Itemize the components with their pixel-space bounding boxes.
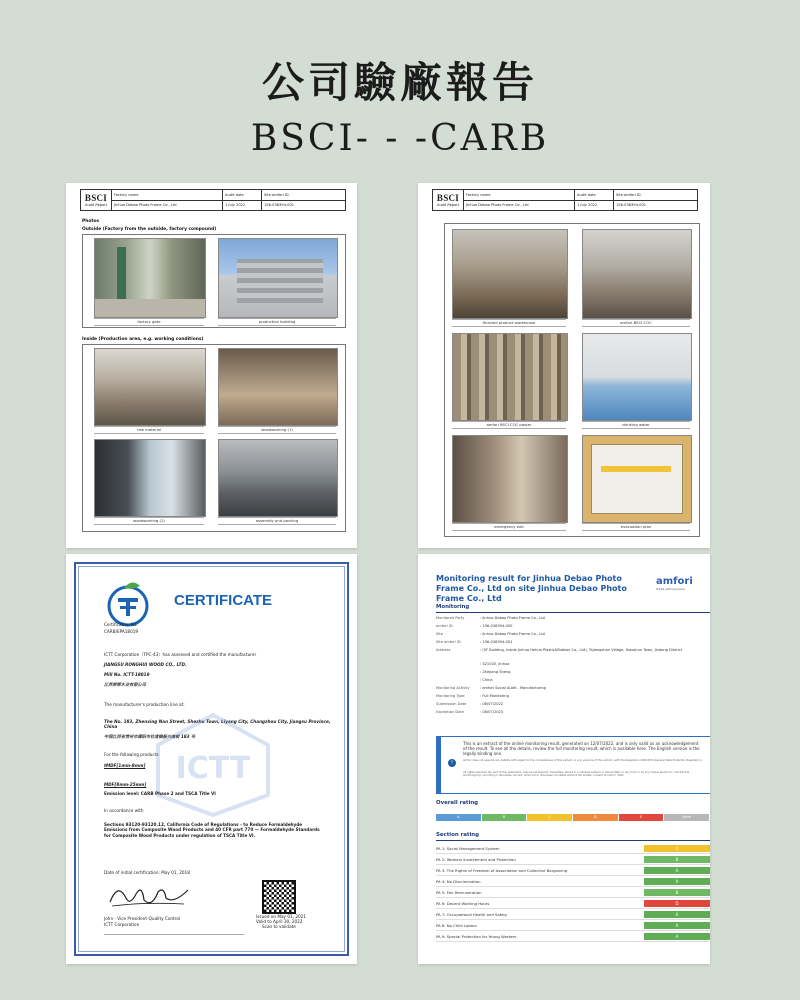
section-rating-grade: A: [644, 867, 710, 874]
section-rating-row: [436, 921, 710, 931]
section-rating-label: PA 4: No Discrimination: [436, 879, 481, 884]
photo-woodworking-1: [218, 348, 338, 426]
site-id: 156-038394-001: [264, 203, 295, 208]
photo-production-building: [218, 238, 338, 318]
section-rating-label: PA 8: No Child Labour: [436, 923, 478, 928]
cert-no-label: Certification No:: [104, 622, 138, 627]
section-rating-heading: Section rating: [436, 832, 479, 838]
photo-finished-warehouse: [452, 229, 568, 319]
overall-rating-heading: Overall rating: [436, 800, 479, 806]
product-1: tMDF[1mm-8mm]: [104, 763, 146, 768]
section-rating-row: [436, 899, 710, 909]
audit-date: 1 July 2022: [225, 203, 246, 208]
monitoring-row-value: : Full Monitoring: [480, 694, 509, 698]
monitoring-row-value: : 08/07/2022: [480, 702, 504, 706]
cert-no: CARB/EPA18019: [104, 629, 139, 634]
caption-drinking-water: drinking water: [582, 421, 690, 429]
section-rating-row: [436, 866, 710, 876]
factory-name-label-2: Factory name: [464, 190, 574, 201]
section-rating-grade: A: [644, 922, 710, 929]
monitoring-row: [436, 694, 700, 698]
section-rating-grade: D: [644, 900, 710, 907]
rating-scale-grade: A: [436, 814, 481, 821]
photo-factory-gate: [94, 238, 206, 318]
monitoring-row: [436, 648, 700, 652]
section-rating-grade: A: [644, 933, 710, 940]
page-subtitle: BSCI- - -CARB: [250, 118, 550, 159]
caption-raw-material: raw material: [94, 426, 204, 434]
section-rating-row: [436, 877, 710, 887]
section-rating-row: [436, 932, 710, 942]
bsci-header-table-2: [432, 189, 698, 211]
monitoring-row-value: : (5F Building, Inside Jinhua Hehua Plastic&Rubber Co., Ltd), Tajiangshan Village, Xiaoshun Town, Jindong District: [480, 648, 682, 652]
monitoring-row-value: : Jinhua Debao Photo Frame Co., Ltd: [480, 632, 545, 636]
extract-notice: [436, 736, 710, 794]
monitoring-row-value: : 156-038394-001: [480, 640, 513, 644]
audit-date-label-2: Audit date: [575, 190, 613, 201]
monitoring-row-key: Monitoring Type: [436, 694, 465, 698]
monitoring-row-key: Submission Date: [436, 702, 467, 706]
rating-scale-grade: C: [527, 814, 572, 821]
caption-assembly-packing: assembly and packing: [218, 517, 336, 525]
factory-name: Jinhua Debao Photo Frame Co., Ltd: [114, 203, 177, 208]
section-rating-label: PA 7: Occupational Health and Safety: [436, 912, 508, 917]
photo-drinking-water: [582, 333, 692, 421]
caption-amfori-coc-poster: amfori BSCI COC poster: [452, 421, 566, 429]
photo-raw-material: [94, 348, 206, 426]
product-2: MDF[8mm-25mm]: [104, 782, 147, 787]
monitoring-row-value: : Zhejiang Sheng: [480, 670, 511, 674]
footer-rule: [104, 934, 244, 935]
bsci-logo-sub: Audit Report: [85, 202, 107, 207]
valid-date: Valid to April 30, 2022: [256, 919, 303, 924]
photo-assembly-packing: [218, 439, 338, 517]
issued-date: Issued on May 01, 2021: [256, 914, 307, 919]
caption-woodworking-2: woodworking (2): [94, 517, 204, 525]
amfori-tagline: Trade with purpose: [656, 587, 685, 591]
monitoring-row-key: Monitoring Activity: [436, 686, 470, 690]
carb-certificate: [66, 554, 357, 964]
monitoring-row: [436, 702, 700, 706]
section-rating-label: PA 9: Special Protection for Young Workers: [436, 934, 517, 939]
cert-assessed-line: ICTT Corporation（TPC-43）has assessed and certified the manufacturer: [104, 652, 257, 657]
company-name-en: JIANGSU RONGHUI WOOD CO., LTD.: [104, 662, 187, 667]
address-en: The No. 183, Zhenxing Nan Street, Shezhu Town, Liyang City, Changzhou City, Jiangsu Province, China: [104, 719, 331, 730]
monitoring-row-key: [436, 670, 480, 674]
section-rating-grade: A: [644, 878, 710, 885]
section-rating-grade: A: [644, 911, 710, 918]
audit-date-label: Audit date: [223, 190, 261, 201]
overall-rating-scale: [436, 814, 710, 821]
notice-main: This is an extract of the online monitoring result, generated on 12/07/2022, and is only valid as an acknowledgement of the result. To see all the details, review the full monitoring result, which is available here. The English version is the legally binding one.: [463, 741, 700, 756]
monitoring-row: [436, 670, 700, 674]
section-rating-label: PA 1: Social Management System: [436, 846, 500, 851]
caption-finished-warehouse: finished product warehouse: [452, 319, 566, 327]
monitoring-row-value: : 08/07/2023: [480, 710, 504, 714]
accordance-label: In accordance with: [104, 808, 144, 813]
signer-organization: ICTT Corporation: [104, 922, 140, 927]
section-rating-grade: C: [644, 845, 710, 852]
photo-amfori-coc-poster: [452, 333, 568, 421]
rating-scale-grade: None: [664, 814, 709, 821]
monitoring-row-key: Address: [436, 648, 451, 652]
certificate-title: CERTIFICATE: [174, 592, 273, 609]
caption-production-building: production building: [218, 318, 336, 326]
monitoring-row: [436, 624, 700, 628]
bsci-logo: BSCI: [84, 192, 108, 203]
bsci-logo-sub-2: Audit Report: [437, 202, 459, 207]
monitoring-row-key: Site amfori ID: [436, 640, 461, 644]
amfori-title: Monitoring result for Jinhua Debao Photo Frame Co., Ltd on site Jinhua Debao Photo Frame Co., Ltd: [436, 574, 627, 603]
monitoring-row-value: : amfori Social Audit - Manufacturing: [480, 686, 546, 690]
signature-icon: [104, 880, 194, 912]
monitoring-row: [436, 632, 700, 636]
section-rating-label: PA 5: Fair Remuneration: [436, 890, 482, 895]
monitoring-row: [436, 686, 700, 690]
caption-amfori-coc: amfori BSCI COC: [582, 319, 690, 327]
caption-emergency-exit: emergency exit: [452, 523, 566, 531]
monitoring-heading: Monitoring: [436, 604, 470, 610]
notice-rights: All rights reserved. No part of this publication may be reproduced, translated, stored in a retrieval system or transmitted, in any form or by any means electronic, mechanical, photocopying, recording or otherwise, be lent, hired out or otherwise circulated without the written consent of amfori. 2021: [463, 771, 690, 778]
factory-name-label: Factory name: [112, 190, 222, 201]
section-inside: Inside (Production area, e.g. working conditions): [82, 337, 204, 342]
for-products-label: For the following products: [104, 752, 159, 757]
section-rating-row: [436, 855, 710, 865]
amfori-logo-text: amfori: [656, 576, 693, 587]
qr-code-icon[interactable]: [262, 880, 296, 914]
site-id-label: Site amfori ID: [262, 190, 345, 201]
photo-amfori-coc: [582, 229, 692, 319]
scan-to-validate: Scan to validate: [262, 924, 296, 929]
monitoring-row: [436, 662, 700, 666]
monitoring-row: [436, 640, 700, 644]
monitoring-row-key: Site: [436, 632, 443, 636]
ictt-watermark-icon: [148, 710, 278, 820]
address-cn: 中国江苏省常州市溧阳市社渚镇振兴南街 183 号: [104, 734, 196, 739]
bsci-header-table: [80, 189, 346, 211]
audit-date-2: 1 July 2022: [577, 203, 598, 208]
rating-scale-grade: B: [482, 814, 527, 821]
monitoring-row-value: : Jinhua Debao Photo Frame Co., Ltd: [480, 616, 545, 620]
initial-certification-date: Date of initial certification: May 01, 2018: [104, 870, 190, 875]
bsci-report-page-2: [418, 183, 710, 548]
section-rating-label: PA 6: Decent Working Hours: [436, 901, 490, 906]
ictt-logo-icon: [102, 578, 158, 628]
photo-woodworking-2: [94, 439, 206, 517]
info-icon: !: [448, 759, 456, 767]
section-rating-label: PA 3: The Rights of Freedom of Association and Collective Bargaining: [436, 868, 568, 873]
mill-number: Mill No. ICTT-18019: [104, 672, 150, 677]
site-id-2: 156-038394-001: [616, 203, 647, 208]
section-photos: Photos: [82, 219, 100, 224]
section-outside: Outside (Factory from the outside, factory compound): [82, 227, 217, 232]
monitoring-row-key: amfori ID: [436, 624, 453, 628]
monitoring-row: [436, 678, 700, 682]
monitoring-row-key: Monitored Party: [436, 616, 465, 620]
monitoring-row: [436, 710, 700, 714]
caption-evacuation-plan: evacuation plan: [582, 523, 690, 531]
bsci-logo-2: BSCI: [436, 192, 460, 203]
monitoring-rule: [436, 612, 710, 613]
section-rating-label: PA 2: Workers Involvement and Protection: [436, 857, 516, 862]
monitoring-row-key: Expiration Date: [436, 710, 464, 714]
site-id-label-2: Site amfori ID: [614, 190, 697, 201]
section-rating-grade: B: [644, 856, 710, 863]
monitoring-row-value: : 321035, Jinhua: [480, 662, 510, 666]
section-rule: [436, 840, 710, 841]
monitoring-row: [436, 616, 700, 620]
production-line-label: The manufacturer's production line at:: [104, 702, 185, 707]
monitoring-row-key: [436, 678, 480, 682]
rating-scale-grade: D: [573, 814, 618, 821]
amfori-monitoring-result: [418, 554, 710, 964]
caption-factory-gate: factory gate: [94, 318, 204, 326]
notice-liability: amfori does not assume any liability with regard to the completeness of this extract, or any versions of this extract, with the Regulation 2016/679 (General Data Protection Regulation).: [463, 759, 703, 762]
section-rating-row: [436, 888, 710, 898]
section-rating-row: [436, 910, 710, 920]
section-rating-row: [436, 844, 710, 854]
factory-name-2: Jinhua Debao Photo Frame Co., Ltd: [466, 203, 529, 208]
ictt-watermark-text: ICTT: [175, 751, 251, 786]
page-title: 公司驗廠報告: [261, 58, 538, 107]
caption-woodworking-1: woodworking (1): [218, 426, 336, 434]
emission-level: Emission level: CARB Phase 2 and TSCA Title VI: [104, 791, 216, 796]
monitoring-row-key: [436, 662, 480, 666]
bsci-report-page-1: [66, 183, 357, 548]
photo-evacuation-plan: [582, 435, 692, 523]
monitoring-row-value: : China: [480, 678, 493, 682]
section-rating-grade: B: [644, 889, 710, 896]
rating-scale-grade: E: [619, 814, 664, 821]
photo-emergency-exit: [452, 435, 568, 523]
company-name-cn: 江苏荣辉木业有限公司: [104, 682, 146, 687]
signer-name: John - Vice President-Quality Control: [104, 916, 181, 921]
monitoring-row-value: : 156-038394-000: [480, 624, 513, 628]
amfori-logo: [656, 576, 693, 591]
regulation-sections: Sections 93120-93120.12, California Code of Regulations - to Reduce Formaldehyde Emissions from Composite Wood Products and 40 CFR part 770 — Formaldehyde Standards for Composite Wood Products under regulation of TSCA Title VI.: [104, 822, 320, 838]
